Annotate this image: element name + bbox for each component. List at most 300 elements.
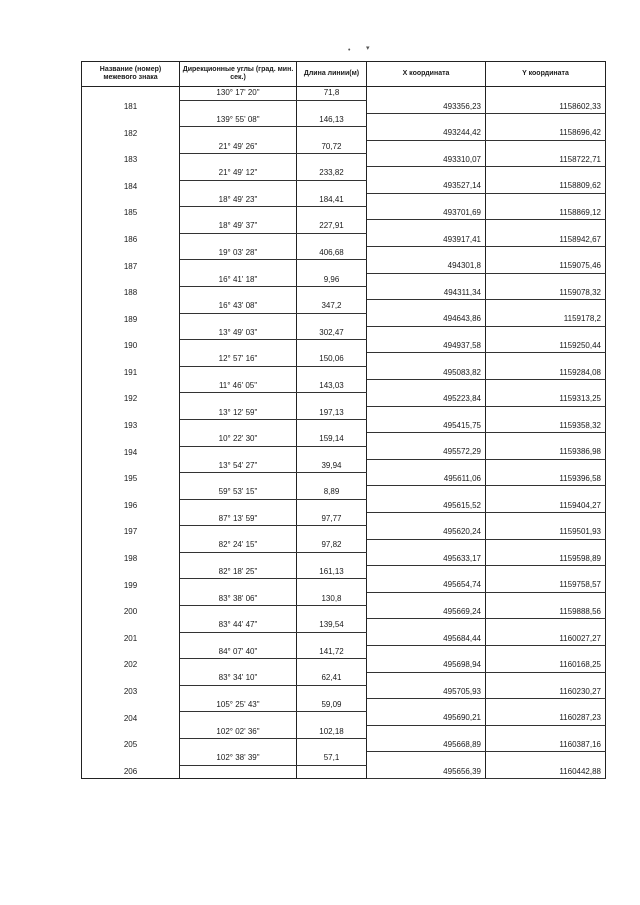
marker-name-cell <box>82 619 180 632</box>
y-coordinate-cell: 1160387,16 <box>486 739 606 752</box>
x-coordinate-cell <box>367 619 486 632</box>
table-row <box>82 207 606 220</box>
x-coordinate-cell: 493917,41 <box>367 233 486 246</box>
x-coordinate-cell: 495083,82 <box>367 366 486 379</box>
line-length-cell <box>297 552 367 565</box>
table-row <box>82 473 606 486</box>
bearing-angle-cell: 13° 54' 27" <box>180 459 297 472</box>
y-coordinate-cell <box>486 433 606 446</box>
bearing-angle-cell <box>180 180 297 193</box>
x-coordinate-cell <box>367 645 486 658</box>
x-coordinate-cell <box>367 672 486 685</box>
x-coordinate-cell: 495572,29 <box>367 446 486 459</box>
x-coordinate-cell <box>367 353 486 366</box>
scan-speck: ▾ <box>366 45 370 52</box>
line-length-cell <box>297 340 367 353</box>
x-coordinate-cell: 494937,58 <box>367 340 486 353</box>
bearing-angle-cell: 10° 22' 30" <box>180 433 297 446</box>
line-length-cell: 62,41 <box>297 672 367 685</box>
y-coordinate-cell <box>486 87 606 101</box>
marker-name-cell <box>82 433 180 446</box>
bearing-angle-cell <box>180 765 297 779</box>
bearing-angle-cell <box>180 552 297 565</box>
marker-name-cell <box>82 513 180 526</box>
bearing-angle-cell: 83° 34' 10" <box>180 672 297 685</box>
line-length-cell <box>297 739 367 752</box>
table-row <box>82 100 606 113</box>
marker-name-cell: 191 <box>82 366 180 379</box>
x-coordinate-cell: 495690,21 <box>367 712 486 725</box>
marker-name-cell: 195 <box>82 473 180 486</box>
line-length-cell: 97,77 <box>297 513 367 526</box>
line-length-cell: 8,89 <box>297 486 367 499</box>
table-row <box>82 247 606 260</box>
bearing-angle-cell <box>180 685 297 698</box>
x-coordinate-cell: 495615,52 <box>367 499 486 512</box>
bearing-angle-cell <box>180 207 297 220</box>
bearing-angle-cell: 83° 44' 47" <box>180 619 297 632</box>
line-length-cell <box>297 180 367 193</box>
table-row <box>82 153 606 166</box>
y-coordinate-cell: 1159250,44 <box>486 340 606 353</box>
line-length-cell: 150,06 <box>297 353 367 366</box>
x-coordinate-cell: 494311,34 <box>367 286 486 299</box>
x-coordinate-cell <box>367 566 486 579</box>
line-length-cell <box>297 286 367 299</box>
header-bearing-angle: Дирекционные углы (град. мин. сек.) <box>180 62 297 87</box>
marker-name-cell <box>82 326 180 339</box>
line-length-cell <box>297 153 367 166</box>
y-coordinate-cell: 1160168,25 <box>486 659 606 672</box>
bearing-angle-cell: 87° 13' 59" <box>180 513 297 526</box>
x-coordinate-cell <box>367 300 486 313</box>
table-row <box>82 645 606 658</box>
bearing-angle-cell <box>180 127 297 140</box>
bearing-angle-cell: 59° 53' 15" <box>180 486 297 499</box>
marker-name-cell <box>82 140 180 153</box>
x-coordinate-cell: 495415,75 <box>367 419 486 432</box>
x-coordinate-cell <box>367 114 486 127</box>
x-coordinate-cell <box>367 725 486 738</box>
bearing-angle-cell: 21° 49' 12" <box>180 167 297 180</box>
table-row <box>82 659 606 672</box>
bearing-angle-cell <box>180 526 297 539</box>
x-coordinate-cell: 495705,93 <box>367 685 486 698</box>
marker-name-cell: 194 <box>82 446 180 459</box>
y-coordinate-cell <box>486 273 606 286</box>
bearing-angle-cell <box>180 739 297 752</box>
marker-name-cell <box>82 87 180 101</box>
table-row <box>82 486 606 499</box>
table-row <box>82 220 606 233</box>
marker-name-cell: 205 <box>82 739 180 752</box>
bearing-angle-cell <box>180 153 297 166</box>
bearing-angle-cell: 13° 49' 03" <box>180 326 297 339</box>
y-coordinate-cell <box>486 220 606 233</box>
line-length-cell: 59,09 <box>297 699 367 712</box>
boundary-coordinates-table <box>81 61 606 779</box>
y-coordinate-cell <box>486 193 606 206</box>
bearing-angle-cell: 82° 24' 15" <box>180 539 297 552</box>
y-coordinate-cell <box>486 114 606 127</box>
marker-name-cell <box>82 486 180 499</box>
bearing-angle-cell: 105° 25' 43" <box>180 699 297 712</box>
y-coordinate-cell: 1159888,56 <box>486 606 606 619</box>
x-coordinate-cell <box>367 167 486 180</box>
line-length-cell <box>297 712 367 725</box>
line-length-cell <box>297 260 367 273</box>
line-length-cell: 102,18 <box>297 725 367 738</box>
line-length-cell <box>297 499 367 512</box>
y-coordinate-cell: 1159075,46 <box>486 260 606 273</box>
x-coordinate-cell: 495633,17 <box>367 552 486 565</box>
marker-name-cell <box>82 167 180 180</box>
x-coordinate-cell <box>367 193 486 206</box>
bearing-angle-cell <box>180 473 297 486</box>
line-length-cell <box>297 526 367 539</box>
x-coordinate-cell: 494301,8 <box>367 260 486 273</box>
table-row <box>82 313 606 326</box>
bearing-angle-cell: 102° 02' 36" <box>180 725 297 738</box>
bearing-angle-cell: 102° 38' 39" <box>180 752 297 765</box>
marker-name-cell: 198 <box>82 552 180 565</box>
table-row <box>82 353 606 366</box>
y-coordinate-cell <box>486 645 606 658</box>
bearing-angle-cell <box>180 632 297 645</box>
y-coordinate-cell: 1160027,27 <box>486 632 606 645</box>
x-coordinate-cell <box>367 513 486 526</box>
x-coordinate-cell: 495684,44 <box>367 632 486 645</box>
x-coordinate-cell: 495223,84 <box>367 393 486 406</box>
table-row <box>82 193 606 206</box>
line-length-cell <box>297 393 367 406</box>
marker-name-cell: 181 <box>82 100 180 113</box>
y-coordinate-cell <box>486 167 606 180</box>
y-coordinate-cell: 1159758,57 <box>486 579 606 592</box>
table-row <box>82 619 606 632</box>
bearing-angle-cell: 130° 17' 20" <box>180 87 297 101</box>
table-row <box>82 300 606 313</box>
y-coordinate-cell <box>486 672 606 685</box>
x-coordinate-cell <box>367 87 486 101</box>
y-coordinate-cell <box>486 752 606 765</box>
y-coordinate-cell <box>486 459 606 472</box>
header-x-coordinate: X координата <box>367 62 486 87</box>
line-length-cell: 71,8 <box>297 87 367 101</box>
marker-name-cell <box>82 566 180 579</box>
marker-name-cell: 206 <box>82 765 180 779</box>
bearing-angle-cell: 83° 38' 06" <box>180 592 297 605</box>
y-coordinate-cell: 1159404,27 <box>486 499 606 512</box>
marker-name-cell: 192 <box>82 393 180 406</box>
header-y-coordinate: Y координата <box>486 62 606 87</box>
table-row <box>82 233 606 246</box>
x-coordinate-cell: 495668,89 <box>367 739 486 752</box>
line-length-cell: 146,13 <box>297 114 367 127</box>
marker-name-cell <box>82 645 180 658</box>
bearing-angle-cell <box>180 233 297 246</box>
marker-name-cell: 185 <box>82 207 180 220</box>
table-row <box>82 167 606 180</box>
y-coordinate-cell: 1159284,08 <box>486 366 606 379</box>
table-header-row <box>82 62 606 87</box>
table-row <box>82 127 606 140</box>
marker-name-cell <box>82 220 180 233</box>
table-row <box>82 632 606 645</box>
y-coordinate-cell: 1158869,12 <box>486 207 606 220</box>
y-coordinate-cell: 1160230,27 <box>486 685 606 698</box>
y-coordinate-cell <box>486 539 606 552</box>
table-row <box>82 672 606 685</box>
table-row <box>82 579 606 592</box>
line-length-cell: 406,68 <box>297 247 367 260</box>
bearing-angle-cell: 21° 49' 26" <box>180 140 297 153</box>
x-coordinate-cell: 495656,39 <box>367 765 486 779</box>
marker-name-cell <box>82 752 180 765</box>
table-row <box>82 606 606 619</box>
bearing-angle-cell <box>180 499 297 512</box>
marker-name-cell: 199 <box>82 579 180 592</box>
scan-speck: • <box>348 47 351 54</box>
x-coordinate-cell <box>367 752 486 765</box>
bearing-angle-cell <box>180 393 297 406</box>
y-coordinate-cell <box>486 592 606 605</box>
y-coordinate-cell <box>486 380 606 393</box>
x-coordinate-cell <box>367 486 486 499</box>
line-length-cell: 130,8 <box>297 592 367 605</box>
marker-name-cell <box>82 459 180 472</box>
table-row <box>82 180 606 193</box>
x-coordinate-cell <box>367 140 486 153</box>
line-length-cell <box>297 579 367 592</box>
y-coordinate-cell: 1159501,93 <box>486 526 606 539</box>
marker-name-cell: 183 <box>82 153 180 166</box>
table-row <box>82 260 606 273</box>
line-length-cell <box>297 313 367 326</box>
table-row <box>82 340 606 353</box>
marker-name-cell: 187 <box>82 260 180 273</box>
marker-name-cell <box>82 672 180 685</box>
table-row <box>82 499 606 512</box>
bearing-angle-cell: 19° 03' 28" <box>180 247 297 260</box>
table-row <box>82 699 606 712</box>
y-coordinate-cell <box>486 486 606 499</box>
table-row <box>82 765 606 779</box>
table-row <box>82 685 606 698</box>
marker-name-cell <box>82 193 180 206</box>
table-row <box>82 592 606 605</box>
x-coordinate-cell: 493356,23 <box>367 100 486 113</box>
x-coordinate-cell: 493244,42 <box>367 127 486 140</box>
x-coordinate-cell <box>367 380 486 393</box>
line-length-cell <box>297 100 367 113</box>
bearing-angle-cell: 82° 18' 25" <box>180 566 297 579</box>
line-length-cell: 302,47 <box>297 326 367 339</box>
table-row <box>82 459 606 472</box>
line-length-cell <box>297 207 367 220</box>
line-length-cell <box>297 127 367 140</box>
table-row <box>82 286 606 299</box>
x-coordinate-cell: 495611,06 <box>367 473 486 486</box>
x-coordinate-cell: 495669,24 <box>367 606 486 619</box>
table-row <box>82 566 606 579</box>
marker-name-cell: 186 <box>82 233 180 246</box>
marker-name-cell <box>82 114 180 127</box>
table-row <box>82 326 606 339</box>
bearing-angle-cell: 12° 57' 16" <box>180 353 297 366</box>
bearing-angle-cell <box>180 366 297 379</box>
y-coordinate-cell: 1159078,32 <box>486 286 606 299</box>
x-coordinate-cell <box>367 592 486 605</box>
table-body <box>82 87 606 779</box>
bearing-angle-cell <box>180 659 297 672</box>
marker-name-cell <box>82 300 180 313</box>
y-coordinate-cell: 1158722,71 <box>486 153 606 166</box>
marker-name-cell: 197 <box>82 526 180 539</box>
line-length-cell <box>297 659 367 672</box>
line-length-cell: 9,96 <box>297 273 367 286</box>
bearing-angle-cell <box>180 286 297 299</box>
bearing-angle-cell <box>180 100 297 113</box>
line-length-cell <box>297 366 367 379</box>
x-coordinate-cell: 494643,86 <box>367 313 486 326</box>
bearing-angle-cell: 84° 07' 40" <box>180 645 297 658</box>
x-coordinate-cell: 495698,94 <box>367 659 486 672</box>
line-length-cell: 57,1 <box>297 752 367 765</box>
marker-name-cell <box>82 725 180 738</box>
table-row <box>82 393 606 406</box>
line-length-cell <box>297 685 367 698</box>
line-length-cell: 39,94 <box>297 459 367 472</box>
x-coordinate-cell <box>367 247 486 260</box>
y-coordinate-cell: 1159386,98 <box>486 446 606 459</box>
marker-name-cell <box>82 592 180 605</box>
table-row <box>82 539 606 552</box>
y-coordinate-cell: 1158696,42 <box>486 127 606 140</box>
marker-name-cell: 200 <box>82 606 180 619</box>
bearing-angle-cell <box>180 606 297 619</box>
table-row <box>82 114 606 127</box>
marker-name-cell <box>82 406 180 419</box>
bearing-angle-cell <box>180 260 297 273</box>
bearing-angle-cell: 13° 12' 59" <box>180 406 297 419</box>
line-length-cell: 347,2 <box>297 300 367 313</box>
table-row <box>82 446 606 459</box>
y-coordinate-cell <box>486 300 606 313</box>
y-coordinate-cell <box>486 513 606 526</box>
y-coordinate-cell <box>486 140 606 153</box>
y-coordinate-cell <box>486 247 606 260</box>
y-coordinate-cell: 1159396,58 <box>486 473 606 486</box>
line-length-cell: 233,82 <box>297 167 367 180</box>
line-length-cell: 143,03 <box>297 380 367 393</box>
y-coordinate-cell <box>486 566 606 579</box>
marker-name-cell: 190 <box>82 340 180 353</box>
bearing-angle-cell <box>180 446 297 459</box>
y-coordinate-cell <box>486 725 606 738</box>
y-coordinate-cell <box>486 406 606 419</box>
y-coordinate-cell <box>486 699 606 712</box>
line-length-cell <box>297 765 367 779</box>
x-coordinate-cell: 493527,14 <box>367 180 486 193</box>
table-row <box>82 273 606 286</box>
marker-name-cell <box>82 699 180 712</box>
bearing-angle-cell: 139° 55' 08" <box>180 114 297 127</box>
x-coordinate-cell <box>367 459 486 472</box>
table-row <box>82 419 606 432</box>
line-length-cell: 139,54 <box>297 619 367 632</box>
y-coordinate-cell: 1158809,62 <box>486 180 606 193</box>
bearing-angle-cell <box>180 419 297 432</box>
x-coordinate-cell: 493701,69 <box>367 207 486 220</box>
line-length-cell <box>297 419 367 432</box>
marker-name-cell: 202 <box>82 659 180 672</box>
y-coordinate-cell: 1159313,25 <box>486 393 606 406</box>
x-coordinate-cell: 495620,24 <box>367 526 486 539</box>
table-row <box>82 526 606 539</box>
marker-name-cell: 203 <box>82 685 180 698</box>
line-length-cell: 161,13 <box>297 566 367 579</box>
marker-name-cell: 196 <box>82 499 180 512</box>
x-coordinate-cell <box>367 539 486 552</box>
table-row <box>82 87 606 101</box>
x-coordinate-cell <box>367 326 486 339</box>
bearing-angle-cell <box>180 712 297 725</box>
bearing-angle-cell: 16° 41' 18" <box>180 273 297 286</box>
table-row <box>82 140 606 153</box>
x-coordinate-cell <box>367 273 486 286</box>
x-coordinate-cell: 495654,74 <box>367 579 486 592</box>
line-length-cell: 197,13 <box>297 406 367 419</box>
marker-name-cell: 184 <box>82 180 180 193</box>
x-coordinate-cell <box>367 433 486 446</box>
table-row <box>82 552 606 565</box>
table-row <box>82 725 606 738</box>
line-length-cell <box>297 233 367 246</box>
line-length-cell <box>297 446 367 459</box>
marker-name-cell: 201 <box>82 632 180 645</box>
y-coordinate-cell: 1160287,23 <box>486 712 606 725</box>
marker-name-cell: 182 <box>82 127 180 140</box>
header-marker-name: Название (номер) межевого знака <box>82 62 180 87</box>
header-line-length: Длина линии(м) <box>297 62 367 87</box>
bearing-angle-cell: 18° 49' 37" <box>180 220 297 233</box>
x-coordinate-cell <box>367 699 486 712</box>
marker-name-cell: 188 <box>82 286 180 299</box>
y-coordinate-cell: 1158602,33 <box>486 100 606 113</box>
x-coordinate-cell <box>367 220 486 233</box>
x-coordinate-cell: 493310,07 <box>367 153 486 166</box>
marker-name-cell: 189 <box>82 313 180 326</box>
table-row <box>82 752 606 765</box>
bearing-angle-cell: 11° 46' 05" <box>180 380 297 393</box>
bearing-angle-cell <box>180 313 297 326</box>
x-coordinate-cell <box>367 406 486 419</box>
bearing-angle-cell: 18° 49' 23" <box>180 193 297 206</box>
marker-name-cell <box>82 539 180 552</box>
line-length-cell: 227,91 <box>297 220 367 233</box>
line-length-cell: 184,41 <box>297 193 367 206</box>
line-length-cell: 159,14 <box>297 433 367 446</box>
marker-name-cell: 204 <box>82 712 180 725</box>
y-coordinate-cell: 1159358,32 <box>486 419 606 432</box>
y-coordinate-cell: 1159598,89 <box>486 552 606 565</box>
line-length-cell: 141,72 <box>297 645 367 658</box>
table-row <box>82 406 606 419</box>
table-row <box>82 380 606 393</box>
table-row <box>82 739 606 752</box>
line-length-cell: 70,72 <box>297 140 367 153</box>
